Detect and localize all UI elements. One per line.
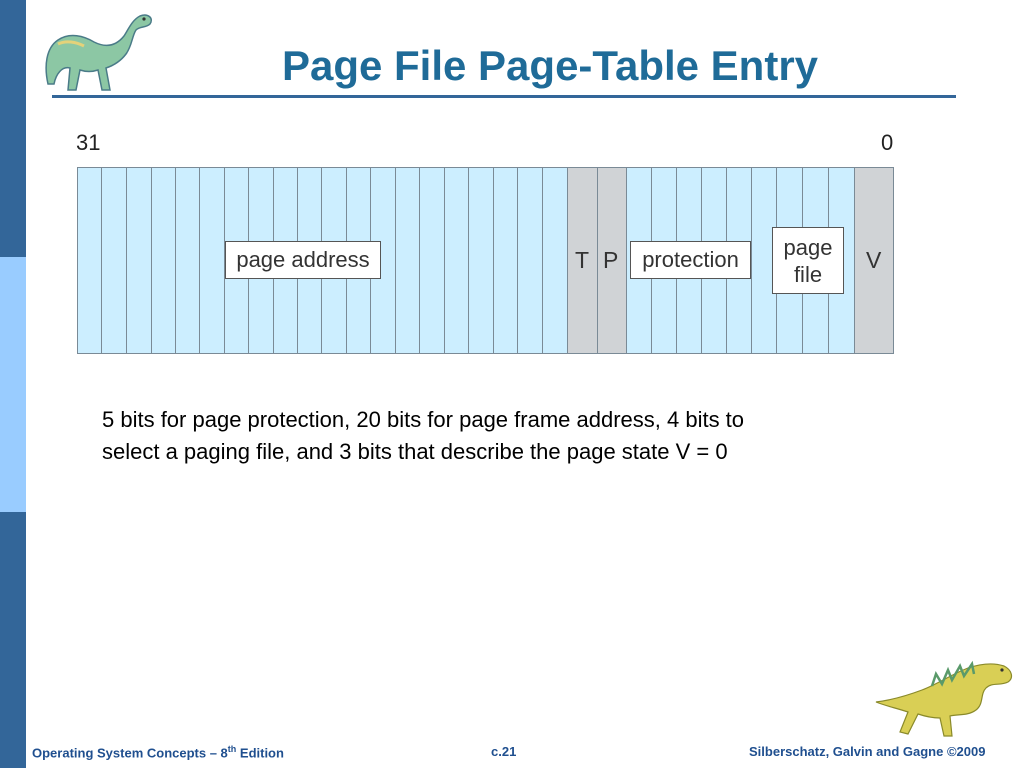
bit-cell [469, 167, 494, 354]
page-title: Page File Page-Table Entry [281, 42, 819, 89]
bit-index-31: 31 [76, 130, 101, 155]
bit-cell [420, 167, 445, 354]
bit-cell [518, 167, 543, 354]
footer-book-title-sup: th [227, 744, 237, 754]
caption-line-2: select a paging file, and 3 bits that describe the page state V = 0 [102, 439, 728, 464]
footer-book-title [32, 744, 284, 760]
side-color-bar [0, 0, 26, 768]
footer-book-title-suffix: Edition [236, 745, 284, 761]
title-divider [52, 95, 956, 98]
v-bit-label: V [866, 247, 882, 273]
bit-cell [445, 167, 469, 354]
footer-book-title-prefix: Operating System Concepts – 8 [32, 745, 228, 761]
bit-cell [200, 167, 225, 354]
footer-slide-number: c.21 [491, 744, 517, 759]
page-table-entry-diagram [77, 167, 894, 356]
p-bit-label: P [603, 247, 619, 273]
bit-cell [543, 167, 568, 354]
bit-cell [102, 167, 127, 354]
page-file-label-line1: page [783, 234, 833, 260]
bit-cell [396, 167, 420, 354]
bit-cell [127, 167, 152, 354]
bit-cell [494, 167, 518, 354]
t-bit-label: T [575, 247, 590, 273]
page-file-label [772, 227, 844, 294]
bit-cell [77, 167, 102, 354]
diagram-caption [102, 404, 882, 468]
page-address-label: page address [225, 241, 381, 279]
bit-cell [152, 167, 176, 354]
footer-copyright: Silberschatz, Galvin and Gagne ©2009 [749, 744, 986, 759]
page-file-label-line2: file [793, 261, 823, 287]
bit-cell [176, 167, 200, 354]
bit-index-0: 0 [881, 130, 894, 155]
protection-label: protection [630, 241, 751, 279]
side-color-bar-highlight [0, 257, 26, 512]
caption-line-1: 5 bits for page protection, 20 bits for page frame address, 4 bits to [102, 407, 745, 432]
dinosaur-logo-icon [36, 6, 156, 96]
dinosaur-footer-icon [872, 656, 1018, 740]
